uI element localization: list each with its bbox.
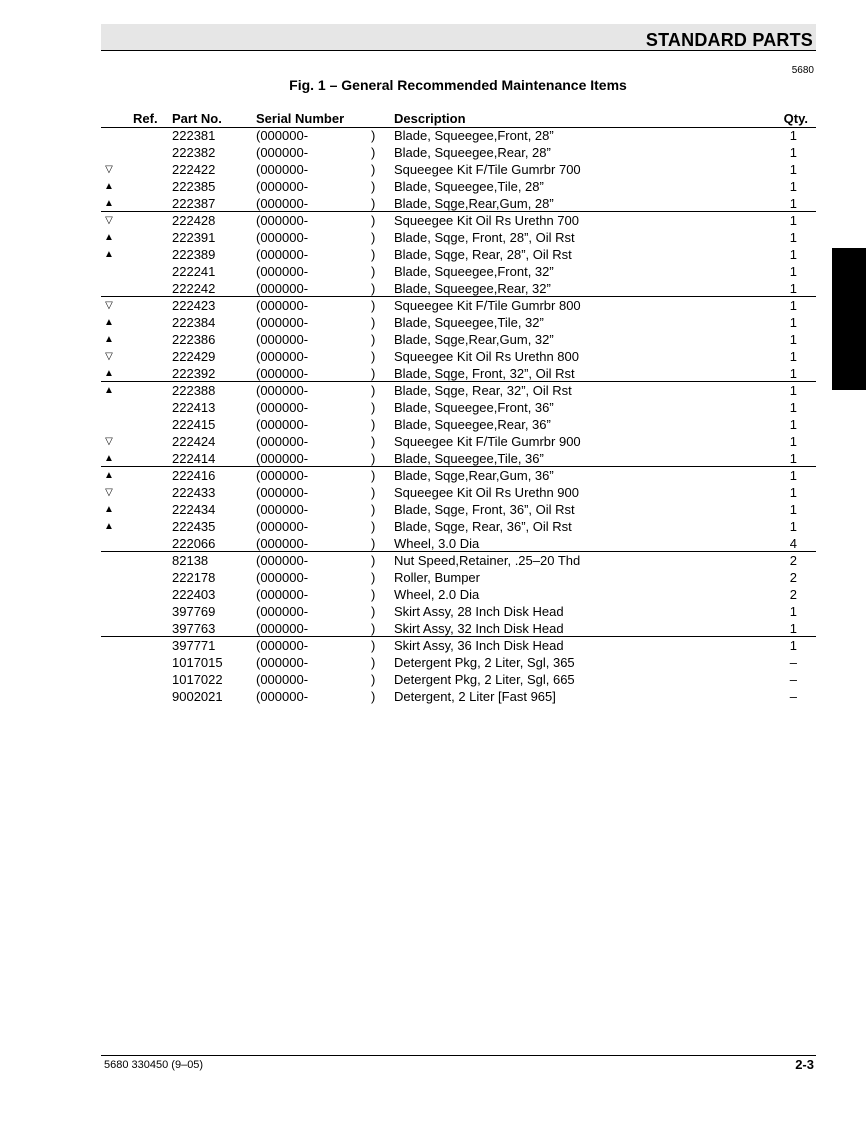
table-row	[101, 518, 816, 535]
description: Detergent, 2 Liter [Fast 965]	[394, 689, 556, 704]
part-number: 222387	[172, 196, 216, 211]
quantity: 1	[789, 281, 797, 296]
table-row	[101, 552, 816, 569]
serial-number: (000000-	[256, 315, 309, 330]
ref-marker: ▲	[104, 198, 114, 209]
serial-number: (000000-	[256, 298, 309, 313]
part-number: 222389	[172, 247, 216, 262]
serial-close-paren: )	[371, 417, 376, 432]
part-number: 397763	[172, 621, 216, 636]
serial-close-paren: )	[371, 400, 376, 415]
description: Wheel, 2.0 Dia	[394, 587, 480, 602]
table-row	[101, 127, 816, 144]
table-row	[101, 450, 816, 467]
ref-marker: ▽	[105, 164, 113, 175]
section-title: STANDARD PARTS	[645, 30, 813, 50]
description: Blade, Sqge, Front, 36”, Oil Rst	[394, 502, 575, 517]
serial-close-paren: )	[371, 315, 376, 330]
serial-number: (000000-	[256, 230, 309, 245]
serial-close-paren: )	[371, 213, 376, 228]
quantity: 4	[789, 536, 797, 551]
quantity: 1	[789, 366, 797, 381]
serial-close-paren: )	[371, 298, 376, 313]
parts-table	[101, 127, 816, 705]
serial-close-paren: )	[371, 281, 376, 296]
quantity: 1	[789, 162, 797, 177]
quantity: 1	[789, 128, 797, 143]
page-number: 2-3	[795, 1057, 814, 1072]
description: Skirt Assy, 28 Inch Disk Head	[394, 604, 564, 619]
column-header-ref: Ref.	[133, 111, 158, 126]
part-number: 222422	[172, 162, 216, 177]
ref-marker: ▲	[104, 181, 114, 192]
description: Blade, Squeegee,Front, 36”	[394, 400, 554, 415]
table-row	[101, 331, 816, 348]
table-row	[101, 280, 816, 297]
quantity: 1	[789, 247, 797, 262]
part-number: 222414	[172, 451, 216, 466]
table-row	[101, 365, 816, 382]
ref-marker: ▲	[104, 249, 114, 260]
serial-close-paren: )	[371, 672, 376, 687]
quantity: 1	[789, 349, 797, 364]
serial-number: (000000-	[256, 502, 309, 517]
serial-number: (000000-	[256, 332, 309, 347]
part-number: 222066	[172, 536, 216, 551]
ref-marker: ▲	[104, 521, 114, 532]
table-row	[101, 399, 816, 416]
quantity: 1	[789, 264, 797, 279]
table-row	[101, 178, 816, 195]
serial-close-paren: )	[371, 247, 376, 262]
document-id: 5680 330450 (9–05)	[104, 1059, 204, 1071]
part-number: 397769	[172, 604, 216, 619]
quantity: 1	[789, 451, 797, 466]
part-number: 222385	[172, 179, 216, 194]
table-row	[101, 535, 816, 552]
serial-close-paren: )	[371, 128, 376, 143]
quantity: –	[789, 689, 797, 704]
serial-number: (000000-	[256, 604, 309, 619]
serial-close-paren: )	[371, 689, 376, 704]
description: Blade, Squeegee,Rear, 32”	[394, 281, 551, 296]
part-number: 222434	[172, 502, 216, 517]
serial-number: (000000-	[256, 196, 309, 211]
description: Blade, Squeegee,Rear, 28”	[394, 145, 551, 160]
table-row	[101, 586, 816, 603]
description: Nut Speed,Retainer, .25–20 Thd	[394, 553, 581, 568]
table-row	[101, 416, 816, 433]
description: Blade, Sqge,Rear,Gum, 32”	[394, 332, 554, 347]
quantity: –	[789, 655, 797, 670]
part-number: 222423	[172, 298, 216, 313]
serial-close-paren: )	[371, 621, 376, 636]
part-number: 1017015	[172, 655, 223, 670]
quantity: 1	[789, 315, 797, 330]
serial-number: (000000-	[256, 587, 309, 602]
description: Blade, Sqge,Rear,Gum, 36”	[394, 468, 554, 483]
ref-marker: ▽	[105, 215, 113, 226]
table-row	[101, 484, 816, 501]
serial-number: (000000-	[256, 281, 309, 296]
part-number: 222178	[172, 570, 216, 585]
serial-number: (000000-	[256, 689, 309, 704]
serial-number: (000000-	[256, 434, 309, 449]
description: Blade, Squeegee,Tile, 28”	[394, 179, 544, 194]
serial-number: (000000-	[256, 638, 309, 653]
description: Blade, Sqge,Rear,Gum, 28”	[394, 196, 554, 211]
description: Detergent Pkg, 2 Liter, Sgl, 665	[394, 672, 575, 687]
serial-close-paren: )	[371, 383, 376, 398]
table-row	[101, 229, 816, 246]
table-row	[101, 161, 816, 178]
description: Blade, Sqge, Front, 28”, Oil Rst	[394, 230, 575, 245]
quantity: 1	[789, 485, 797, 500]
part-number: 222424	[172, 434, 216, 449]
description: Blade, Sqge, Rear, 32”, Oil Rst	[394, 383, 572, 398]
serial-number: (000000-	[256, 247, 309, 262]
description: Blade, Squeegee,Front, 28”	[394, 128, 554, 143]
description: Blade, Squeegee,Tile, 36”	[394, 451, 544, 466]
section-thumb-tab	[832, 248, 866, 390]
quantity: 1	[789, 604, 797, 619]
description: Blade, Sqge, Front, 32”, Oil Rst	[394, 366, 575, 381]
quantity: 1	[789, 383, 797, 398]
serial-close-paren: )	[371, 485, 376, 500]
quantity: 2	[789, 587, 797, 602]
quantity: 1	[789, 213, 797, 228]
serial-number: (000000-	[256, 417, 309, 432]
serial-number: (000000-	[256, 213, 309, 228]
quantity: 1	[789, 502, 797, 517]
description: Blade, Squeegee,Front, 32”	[394, 264, 554, 279]
table-row	[101, 348, 816, 365]
serial-close-paren: )	[371, 349, 376, 364]
description: Squeegee Kit Oil Rs Urethn 700	[394, 213, 579, 228]
description: Squeegee Kit F/Tile Gumrbr 900	[394, 434, 581, 449]
serial-close-paren: )	[371, 179, 376, 194]
description: Blade, Squeegee,Rear, 36”	[394, 417, 551, 432]
description: Detergent Pkg, 2 Liter, Sgl, 365	[394, 655, 575, 670]
quantity: 2	[789, 553, 797, 568]
quantity: 1	[789, 417, 797, 432]
ref-marker: ▲	[104, 385, 114, 396]
serial-close-paren: )	[371, 536, 376, 551]
part-number: 82138	[172, 553, 209, 568]
serial-number: (000000-	[256, 128, 309, 143]
table-row	[101, 246, 816, 263]
part-number: 397771	[172, 638, 216, 653]
part-number: 1017022	[172, 672, 223, 687]
part-number: 222381	[172, 128, 216, 143]
description: Blade, Sqge, Rear, 28”, Oil Rst	[394, 247, 572, 262]
description: Squeegee Kit Oil Rs Urethn 900	[394, 485, 579, 500]
ref-marker: ▲	[104, 334, 114, 345]
ref-marker: ▲	[104, 317, 114, 328]
serial-close-paren: )	[371, 468, 376, 483]
quantity: 1	[789, 230, 797, 245]
table-row	[101, 263, 816, 280]
serial-number: (000000-	[256, 485, 309, 500]
part-number: 222413	[172, 400, 216, 415]
part-number: 222388	[172, 383, 216, 398]
column-header-serial-number: Serial Number	[256, 111, 345, 126]
serial-close-paren: )	[371, 162, 376, 177]
footer-rule	[101, 1055, 816, 1056]
description: Skirt Assy, 32 Inch Disk Head	[394, 621, 564, 636]
ref-marker: ▽	[105, 436, 113, 447]
serial-number: (000000-	[256, 655, 309, 670]
ref-marker: ▲	[104, 232, 114, 243]
ref-marker: ▲	[104, 453, 114, 464]
description: Skirt Assy, 36 Inch Disk Head	[394, 638, 564, 653]
part-number: 222386	[172, 332, 216, 347]
description: Squeegee Kit F/Tile Gumrbr 800	[394, 298, 581, 313]
quantity: 2	[789, 570, 797, 585]
serial-number: (000000-	[256, 536, 309, 551]
table-row	[101, 688, 816, 705]
ref-marker: ▲	[104, 470, 114, 481]
serial-number: (000000-	[256, 621, 309, 636]
table-row	[101, 297, 816, 314]
serial-number: (000000-	[256, 162, 309, 177]
description: Roller, Bumper	[394, 570, 480, 585]
serial-close-paren: )	[371, 230, 376, 245]
table-row	[101, 467, 816, 484]
description: Wheel, 3.0 Dia	[394, 536, 480, 551]
model-number: 5680	[791, 65, 814, 76]
table-row	[101, 671, 816, 688]
ref-marker: ▲	[104, 504, 114, 515]
serial-number: (000000-	[256, 145, 309, 160]
serial-close-paren: )	[371, 587, 376, 602]
quantity: 1	[789, 621, 797, 636]
ref-marker: ▽	[105, 300, 113, 311]
part-number: 9002021	[172, 689, 223, 704]
table-row	[101, 603, 816, 620]
serial-number: (000000-	[256, 519, 309, 534]
serial-close-paren: )	[371, 366, 376, 381]
description: Squeegee Kit Oil Rs Urethn 800	[394, 349, 579, 364]
part-number: 222241	[172, 264, 216, 279]
quantity: 1	[789, 298, 797, 313]
serial-number: (000000-	[256, 451, 309, 466]
serial-number: (000000-	[256, 570, 309, 585]
table-row	[101, 433, 816, 450]
table-row	[101, 314, 816, 331]
part-number: 222428	[172, 213, 216, 228]
ref-marker: ▽	[105, 487, 113, 498]
table-row	[101, 501, 816, 518]
serial-close-paren: )	[371, 519, 376, 534]
part-number: 222382	[172, 145, 216, 160]
table-row	[101, 382, 816, 399]
table-row	[101, 195, 816, 212]
ref-marker: ▲	[104, 368, 114, 379]
part-number: 222391	[172, 230, 216, 245]
column-header-part-no: Part No.	[172, 111, 222, 126]
part-number: 222384	[172, 315, 216, 330]
part-number: 222435	[172, 519, 216, 534]
part-number: 222403	[172, 587, 216, 602]
part-number: 222242	[172, 281, 216, 296]
table-row	[101, 212, 816, 229]
serial-number: (000000-	[256, 672, 309, 687]
serial-number: (000000-	[256, 264, 309, 279]
table-row	[101, 144, 816, 161]
serial-number: (000000-	[256, 383, 309, 398]
quantity: 1	[789, 434, 797, 449]
serial-close-paren: )	[371, 332, 376, 347]
quantity: 1	[789, 196, 797, 211]
serial-number: (000000-	[256, 553, 309, 568]
serial-number: (000000-	[256, 468, 309, 483]
description: Squeegee Kit F/Tile Gumrbr 700	[394, 162, 581, 177]
table-row	[101, 620, 816, 637]
figure-title: Fig. 1 – General Recommended Maintenance Items	[289, 77, 627, 93]
serial-close-paren: )	[371, 196, 376, 211]
column-header-description: Description	[394, 111, 466, 126]
serial-close-paren: )	[371, 502, 376, 517]
serial-number: (000000-	[256, 366, 309, 381]
column-header-qty: Qty.	[783, 111, 808, 126]
serial-number: (000000-	[256, 400, 309, 415]
quantity: –	[789, 672, 797, 687]
quantity: 1	[789, 145, 797, 160]
table-row	[101, 637, 816, 654]
serial-close-paren: )	[371, 570, 376, 585]
ref-marker: ▽	[105, 351, 113, 362]
serial-close-paren: )	[371, 553, 376, 568]
quantity: 1	[789, 179, 797, 194]
description: Blade, Squeegee,Tile, 32”	[394, 315, 544, 330]
serial-number: (000000-	[256, 349, 309, 364]
quantity: 1	[789, 400, 797, 415]
description: Blade, Sqge, Rear, 36”, Oil Rst	[394, 519, 572, 534]
part-number: 222392	[172, 366, 216, 381]
serial-close-paren: )	[371, 264, 376, 279]
part-number: 222433	[172, 485, 216, 500]
part-number: 222416	[172, 468, 216, 483]
serial-close-paren: )	[371, 655, 376, 670]
table-row	[101, 654, 816, 671]
quantity: 1	[789, 519, 797, 534]
part-number: 222415	[172, 417, 216, 432]
serial-number: (000000-	[256, 179, 309, 194]
serial-close-paren: )	[371, 604, 376, 619]
quantity: 1	[789, 638, 797, 653]
serial-close-paren: )	[371, 434, 376, 449]
serial-close-paren: )	[371, 451, 376, 466]
quantity: 1	[789, 468, 797, 483]
serial-close-paren: )	[371, 145, 376, 160]
quantity: 1	[789, 332, 797, 347]
part-number: 222429	[172, 349, 216, 364]
serial-close-paren: )	[371, 638, 376, 653]
table-row	[101, 569, 816, 586]
